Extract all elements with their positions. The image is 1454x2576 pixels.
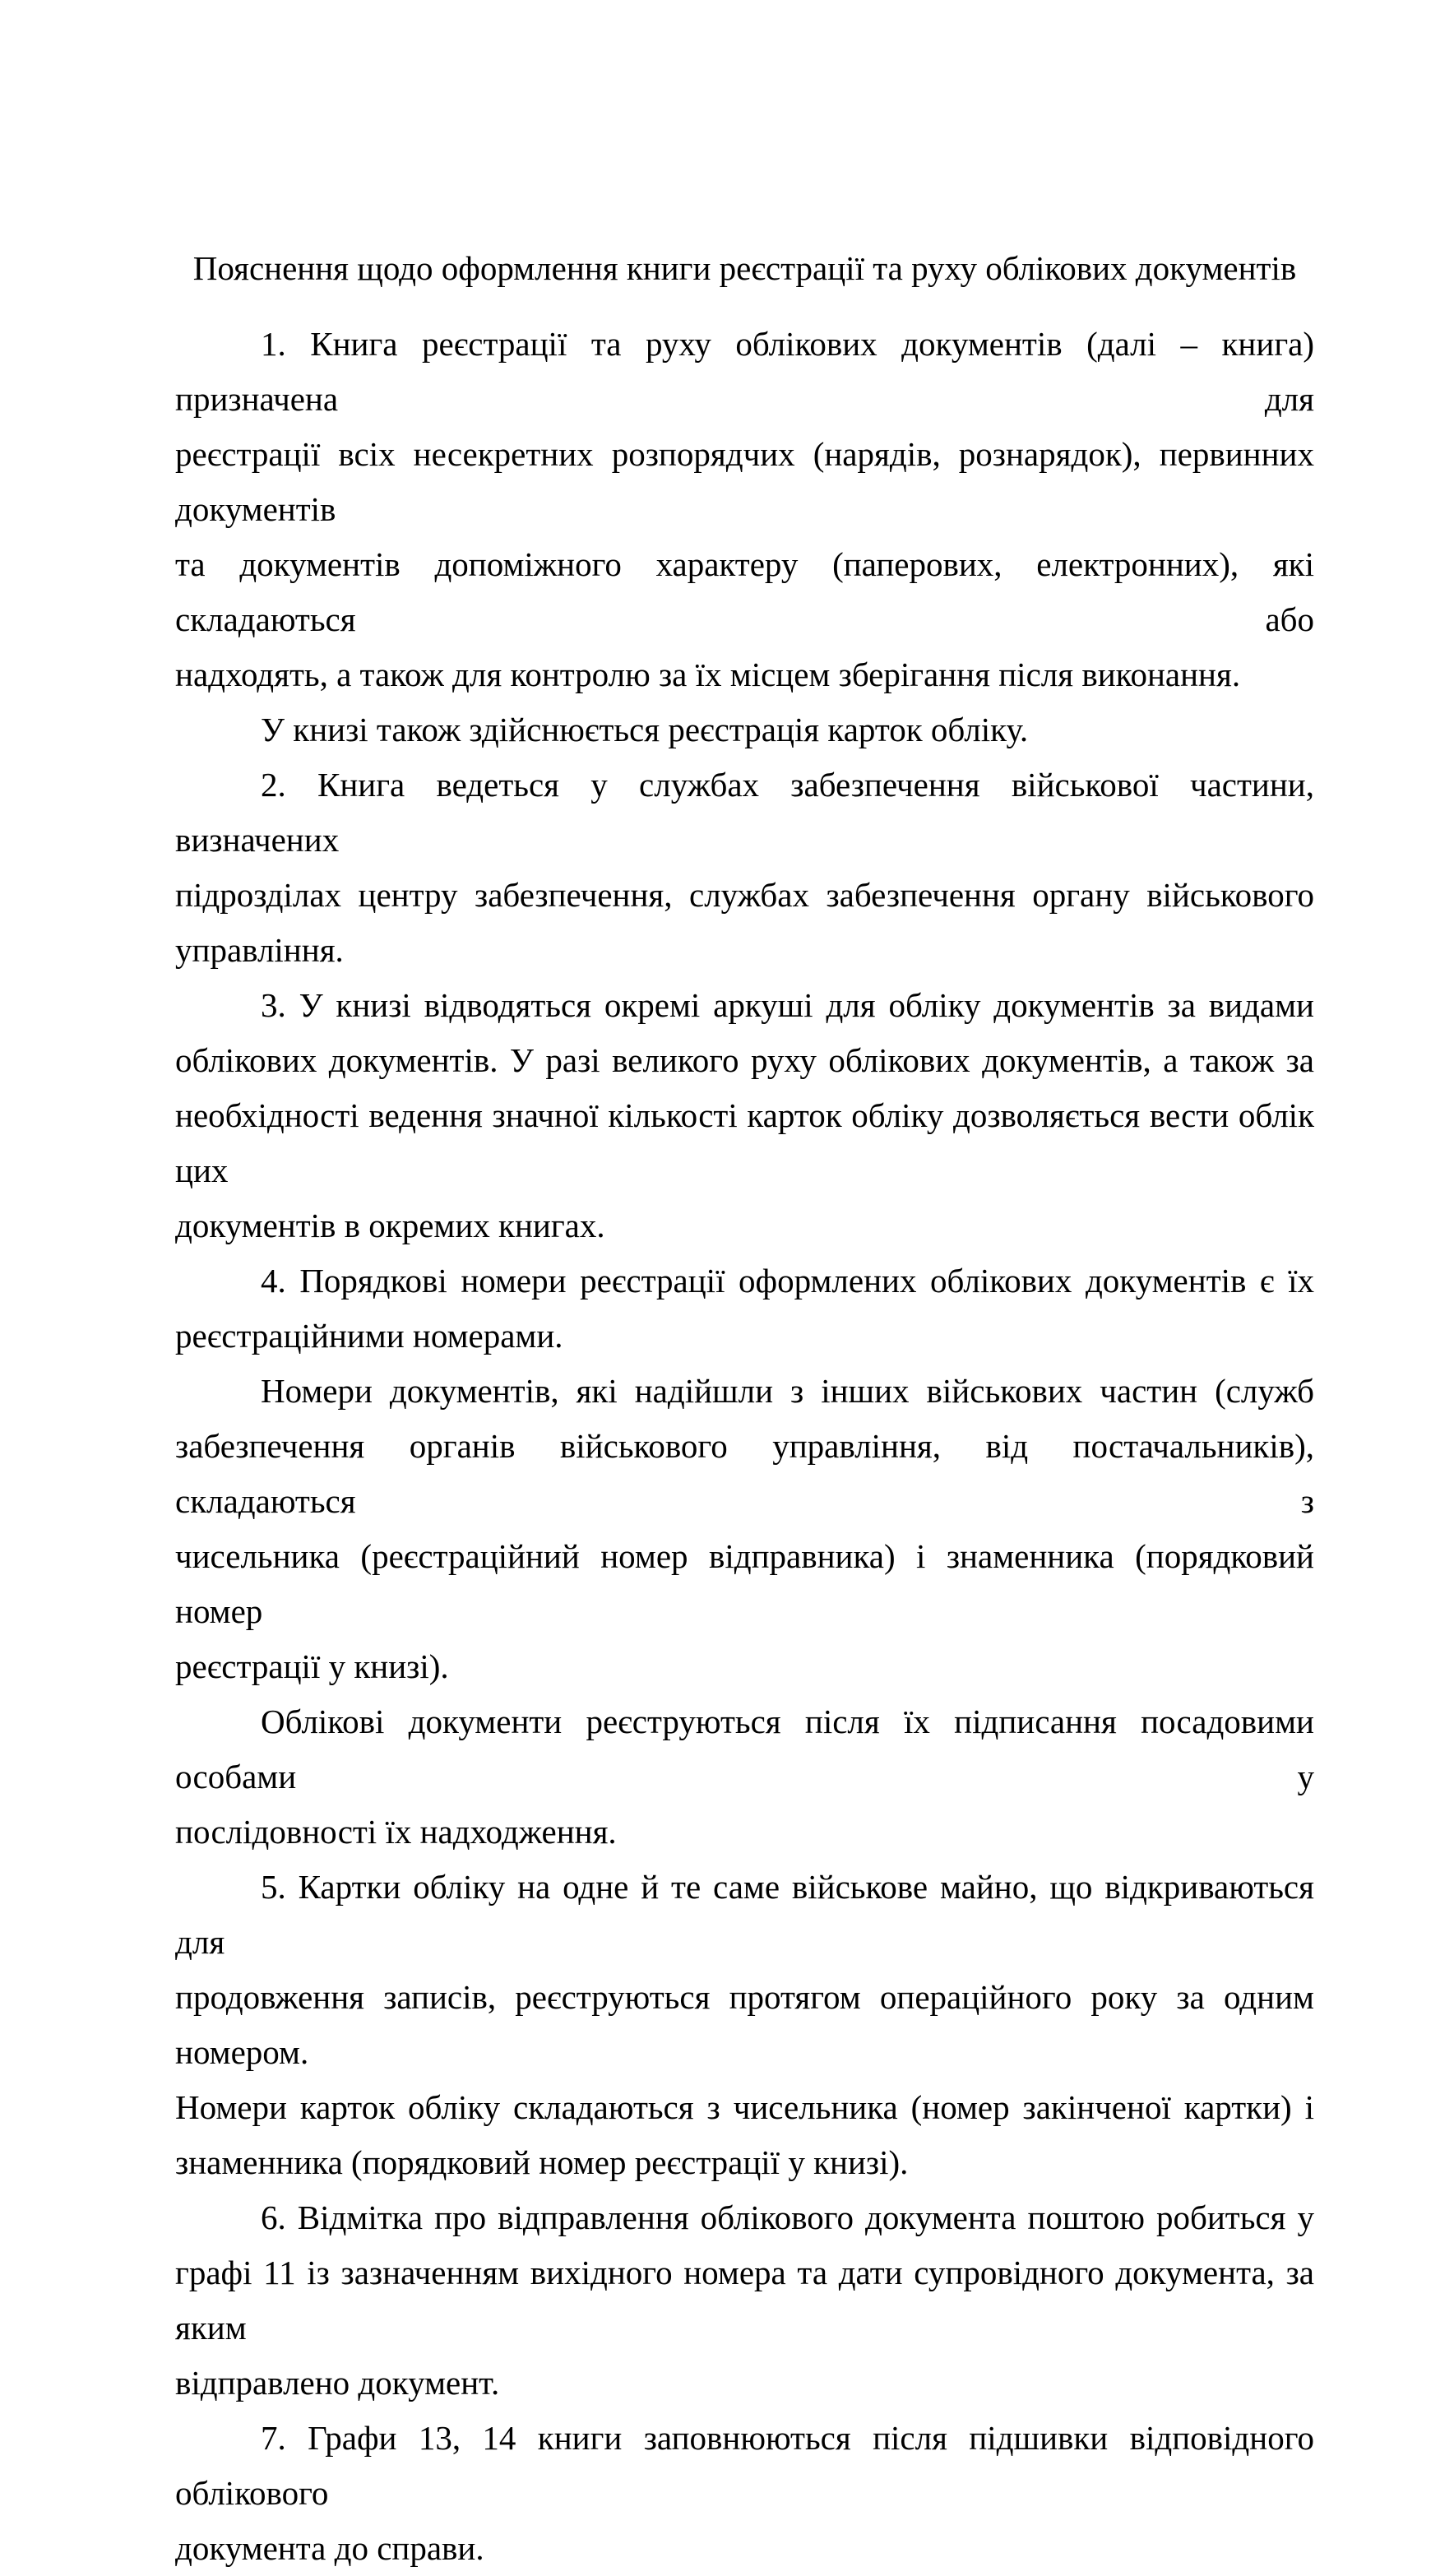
paragraph [175, 317, 1314, 702]
text-line: надходять, а також для контролю за їх місцем зберігання після виконання. [175, 656, 1241, 693]
text-line: 1. Книга реєстрації та руху облікових документів (далі – книга) призначена для [175, 325, 1314, 418]
paragraph [175, 2411, 1314, 2576]
paragraph [175, 1694, 1314, 1860]
document-text-block [175, 241, 1314, 2576]
paragraph [175, 1253, 1314, 1364]
text-line: продовження записів, реєструються протягом операційного року за одним номером. [175, 1978, 1314, 2071]
text-line: 5. Картки обліку на одне й те саме військове майно, що відкриваються для [175, 1868, 1314, 1961]
text-line: підрозділах центру забезпечення, службах забезпечення органу військового [175, 876, 1314, 914]
text-line: послідовності їх надходження. [175, 1813, 617, 1851]
text-line: забезпечення органів військового управління, від постачальників), складаються з [175, 1427, 1314, 1520]
text-line: чисельника (реєстраційний номер відправника) і знаменника (порядковий номер [175, 1537, 1314, 1630]
text-line: облікових документів. У разі великого руху облікових документів, а також за [175, 1041, 1314, 1079]
paragraph [175, 1860, 1314, 2190]
text-line: 4. Порядкові номери реєстрації оформлених облікових документів є їх [261, 1262, 1314, 1300]
text-line: 6. Відмітка про відправлення облікового документа поштою робиться у [261, 2198, 1314, 2236]
paragraph [175, 702, 1314, 758]
text-line: реєстраційними номерами. [175, 1317, 563, 1355]
text-line: Номери документів, які надійшли з інших військових частин (служб [261, 1372, 1314, 1410]
text-line: реєстрації всіх несекретних розпорядчих (нарядів, рознарядок), первинних документів [175, 435, 1314, 528]
text-line: документа до справи. [175, 2529, 484, 2567]
text-line: У книзі також здійснюється реєстрація карток обліку. [261, 711, 1029, 748]
paragraph [175, 758, 1314, 978]
document-body [175, 317, 1314, 2576]
paragraph [175, 2190, 1314, 2411]
paragraph [175, 978, 1314, 1253]
paragraph [175, 1364, 1314, 1694]
text-line: знаменника (порядковий номер реєстрації у книзі). [175, 2143, 909, 2181]
text-line: 7. Графи 13, 14 книги заповнюються після підшивки відповідного облікового [175, 2419, 1314, 2512]
text-line: 2. Книга ведеться у службах забезпечення військової частини, визначених [175, 766, 1314, 859]
text-line: документів в окремих книгах. [175, 1207, 605, 1244]
text-line: Номери карток обліку складаються з чисельника (номер закінченої картки) і [175, 2088, 1314, 2126]
text-line: Облікові документи реєструються після їх підписання посадовими особами у [175, 1703, 1314, 1795]
text-line: та документів допоміжного характеру (паперових, електронних), які складаються або [175, 545, 1314, 638]
text-line: необхідності ведення значної кількості карток обліку дозволяється вести облік цих [175, 1096, 1314, 1189]
text-line: управління. [175, 931, 344, 969]
document-title: Пояснення щодо оформлення книги реєстрації та руху облікових документів [192, 249, 1297, 287]
text-line: реєстрації у книзі). [175, 1647, 449, 1685]
text-line: графі 11 із зазначенням вихідного номера та дати супровідного документа, за яким [175, 2254, 1314, 2347]
text-line: 3. У книзі відводяться окремі аркуші для обліку документів за видами [261, 986, 1314, 1024]
text-line: відправлено документ. [175, 2364, 500, 2402]
